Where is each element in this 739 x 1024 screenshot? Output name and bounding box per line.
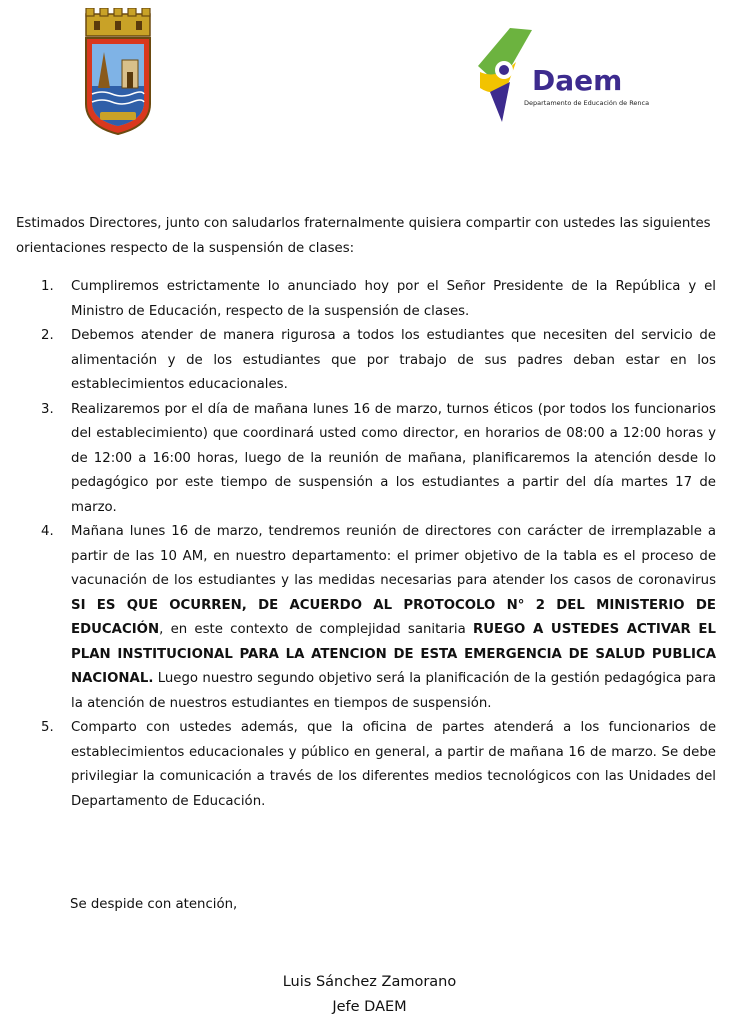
daem-logo	[470, 22, 650, 126]
list-item	[16, 324, 716, 398]
item-text: Debemos atender de manera rigurosa a todos los estudiantes que necesiten del servicio de alimentación y de los estudiantes que por trabajo de sus padres deban estar en los establecimientos educacionales.	[71, 328, 716, 392]
list-item	[16, 275, 716, 324]
closing-line: Se despide con atención,	[70, 897, 238, 912]
item-text: Cumpliremos estrictamente lo anunciado hoy por el Señor Presidente de la República y el Ministro de Educación, respecto de la suspensión de clases.	[71, 279, 716, 319]
orientations-list	[16, 275, 716, 814]
item-number: 2.	[41, 328, 54, 343]
list-item	[16, 716, 716, 814]
municipal-crest-icon	[82, 8, 154, 136]
item-bold-text: SI ES QUE OCURREN, DE ACUERDO AL PROTOCOLO N° 2 DEL MINISTERIO DE EDUCACIÓN	[71, 597, 716, 637]
item-text-part: Luego nuestro segundo objetivo será la planificación de la gestión pedagógica para la atención de nuestros estudiantes en tiempos de suspensión.	[71, 671, 716, 711]
logo-subtitle: Departamento de Educación de Renca	[524, 99, 650, 107]
item-bold-text: RUEGO A USTEDES ACTIVAR EL PLAN INSTITUCIONAL PARA LA ATENCION DE ESTA EMERGENCIA DE SALUD PUBLICA NACIONAL.	[71, 622, 716, 686]
item-number: 1.	[41, 279, 54, 294]
item-number: 3.	[41, 401, 54, 417]
signature-name: Luis Sánchez Zamorano	[282, 974, 457, 990]
intro-paragraph: Estimados Directores, junto con saludarlos fraternalmente quisiera compartir con ustedes las siguientes orientaciones respecto de la suspensión de clases:	[16, 216, 711, 256]
signature-title: Jefe DAEM	[332, 999, 407, 1015]
item-number: 4.	[41, 524, 54, 539]
item-number: 5.	[41, 720, 54, 735]
list-item	[16, 520, 716, 716]
logo-wordmark: Daem	[532, 64, 623, 97]
item-text-part: , en este contexto de complejidad sanitaria	[159, 622, 474, 637]
item-text-part: Mañana lunes 16 de marzo, tendremos reunión de directores con carácter de irremplazable a partir de las 10 AM, en nuestro departamento: el primer objetivo de la tabla es el proceso de vacunación de los estudiantes y las medidas necesarias para atender los casos de coronavirus	[71, 524, 716, 588]
list-item	[16, 398, 716, 521]
item-text: Comparto con ustedes además, que la oficina de partes atenderá a los funcionarios de establecimientos educacionales y público en general, a partir de mañana 16 de marzo. Se debe privilegiar la comunicación a través de los diferentes medios tecnológicos con las Unidades del Departamento de Educación.	[71, 720, 716, 809]
item-text: Realizaremos por el día de mañana lunes 16 de marzo, turnos éticos (por todos los funcionarios del establecimiento) que coordinará usted como director, en horarios de 08:00 a 12:00 horas y de 12:00 a 16:00 horas, luego de la reunión de mañana, planificaremos la atención desde lo pedagógico por este tiempo de suspensión a los estudiantes a partir del día martes 17 de marzo.	[71, 401, 716, 515]
